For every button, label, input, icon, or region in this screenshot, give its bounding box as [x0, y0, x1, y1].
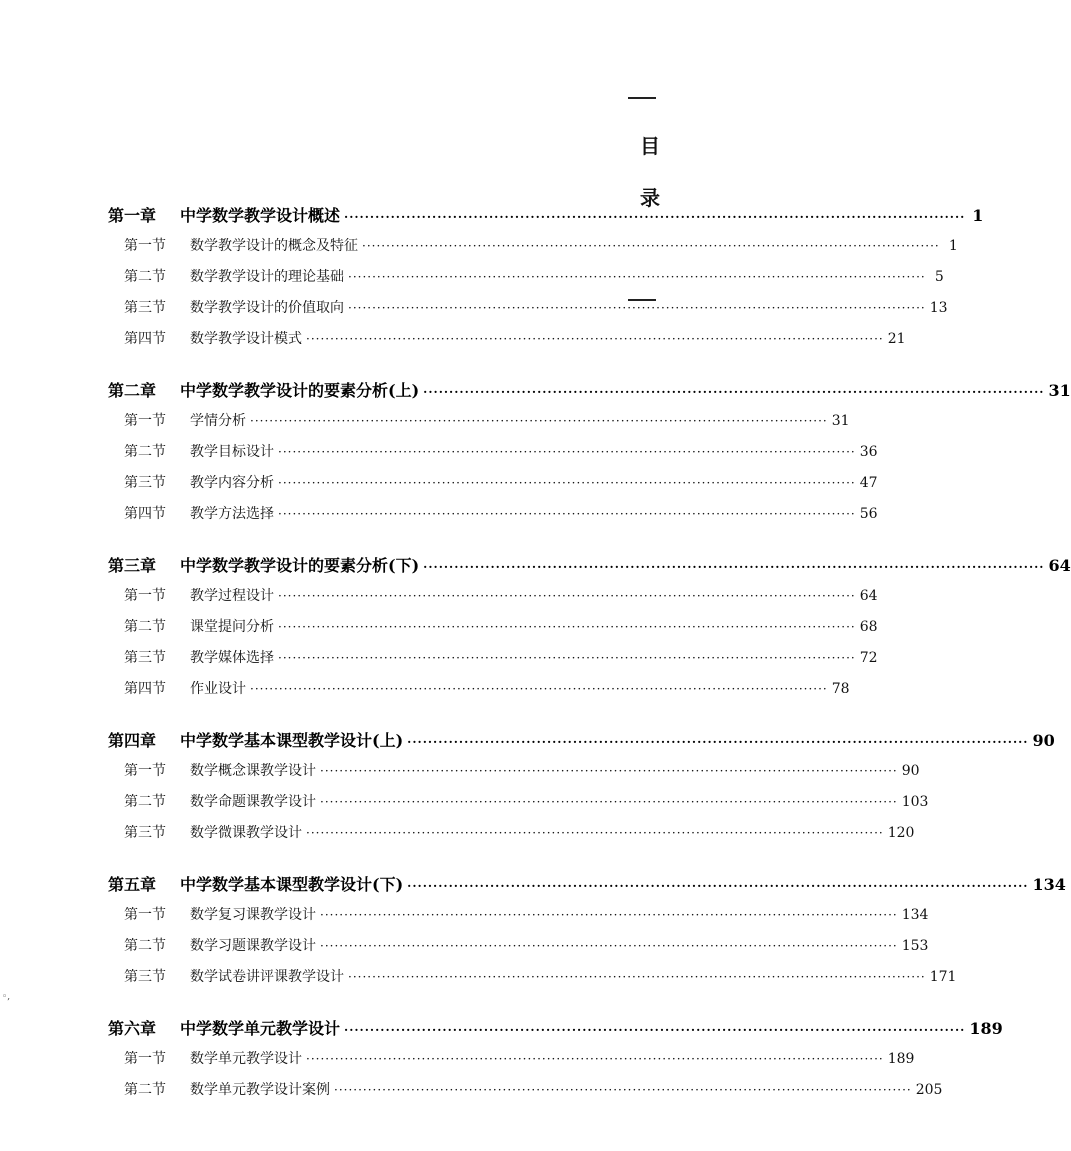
- section-number: 第三节: [124, 969, 166, 985]
- dot-leader: ························································································································: [320, 908, 898, 922]
- section-entry[interactable]: [108, 293, 948, 324]
- chapter-number: 第四章: [108, 731, 157, 750]
- dot-leader: ························································································································: [278, 445, 856, 459]
- section-number: 第一节: [124, 763, 166, 779]
- section-title: 数学概念课教学设计: [190, 763, 316, 779]
- section-entry[interactable]: [108, 499, 878, 530]
- section-entry[interactable]: [108, 262, 944, 293]
- chapter-block: [108, 869, 1066, 993]
- section-title: 数学单元教学设计: [190, 1051, 302, 1067]
- section-number: 第二节: [124, 619, 166, 635]
- chapter-title: 中学数学单元教学设计: [180, 1019, 341, 1038]
- chapter-page-number: 64: [1048, 556, 1071, 575]
- section-number: 第二节: [124, 269, 166, 285]
- dot-leader: ························································································································: [334, 1083, 912, 1097]
- section-entry[interactable]: [108, 674, 850, 705]
- section-number: 第三节: [124, 825, 166, 841]
- dot-leader: ························································································································: [306, 332, 884, 346]
- section-number: 第一节: [124, 588, 166, 604]
- section-number: 第二节: [124, 794, 166, 810]
- section-number: 第二节: [124, 938, 166, 954]
- section-entry[interactable]: [108, 1075, 943, 1106]
- section-title: 数学教学设计的价值取向: [190, 300, 344, 316]
- section-page-number: 5: [934, 269, 944, 285]
- section-page-number: 153: [901, 938, 929, 954]
- chapter-title: 中学数学教学设计的要素分析(上): [180, 381, 420, 400]
- chapter-entry[interactable]: [108, 550, 1071, 581]
- section-number: 第三节: [124, 475, 166, 491]
- section-number: 第一节: [124, 1051, 166, 1067]
- section-page-number: 13: [929, 300, 948, 316]
- section-title: 学情分析: [190, 413, 246, 429]
- section-entry[interactable]: [108, 962, 957, 993]
- dot-leader: ························································································································: [250, 414, 828, 428]
- dot-leader: ························································································································: [278, 476, 856, 490]
- section-page-number: 120: [887, 825, 915, 841]
- dot-leader: ························································································································: [348, 301, 926, 315]
- section-entry[interactable]: [108, 437, 878, 468]
- dot-leader: ························································································································: [362, 239, 940, 253]
- dot-leader: ························································································································: [348, 970, 926, 984]
- section-number: 第二节: [124, 1082, 166, 1098]
- dot-leader: ························································································································: [344, 210, 966, 224]
- section-page-number: 68: [859, 619, 878, 635]
- side-title-char-1: 目: [640, 134, 660, 158]
- chapter-entry[interactable]: [108, 869, 1066, 900]
- dot-leader: ························································································································: [407, 735, 1029, 749]
- chapter-title: 中学数学教学设计概述: [180, 206, 341, 225]
- section-page-number: 64: [859, 588, 878, 604]
- chapter-page-number: 1: [972, 206, 984, 225]
- section-page-number: 189: [887, 1051, 915, 1067]
- chapter-number: 第三章: [108, 556, 157, 575]
- section-title: 教学方法选择: [190, 506, 274, 522]
- section-page-number: 90: [901, 763, 920, 779]
- section-entry[interactable]: [108, 818, 915, 849]
- section-entry[interactable]: [108, 900, 929, 931]
- section-number: 第一节: [124, 413, 166, 429]
- side-title-char-2: 录: [640, 186, 660, 210]
- section-page-number: 171: [929, 969, 957, 985]
- dot-leader: ························································································································: [320, 939, 898, 953]
- chapter-title: 中学数学教学设计的要素分析(下): [180, 556, 420, 575]
- section-title: 教学媒体选择: [190, 650, 274, 666]
- dot-leader: ························································································································: [407, 879, 1029, 893]
- dot-leader: ························································································································: [423, 385, 1045, 399]
- section-number: 第四节: [124, 681, 166, 697]
- section-entry[interactable]: [108, 612, 878, 643]
- section-title: 数学复习课教学设计: [190, 907, 316, 923]
- chapter-entry[interactable]: [108, 1013, 1003, 1044]
- chapter-block: [108, 550, 1071, 705]
- chapter-entry[interactable]: [108, 725, 1055, 756]
- section-number: 第三节: [124, 300, 166, 316]
- section-entry[interactable]: [108, 324, 906, 355]
- chapter-title: 中学数学基本课型教学设计(下): [180, 875, 404, 894]
- section-title: 作业设计: [190, 681, 246, 697]
- table-of-contents: [108, 200, 1071, 1126]
- section-title: 数学试卷讲评课教学设计: [190, 969, 344, 985]
- section-page-number: 1: [948, 238, 958, 254]
- section-title: 数学教学设计的理论基础: [190, 269, 344, 285]
- section-entry[interactable]: [108, 468, 878, 499]
- section-page-number: 56: [859, 506, 878, 522]
- dot-leader: ························································································································: [278, 651, 856, 665]
- chapter-page-number: 90: [1032, 731, 1055, 750]
- section-page-number: 103: [901, 794, 929, 810]
- section-title: 课堂提问分析: [190, 619, 274, 635]
- dot-leader: ························································································································: [278, 620, 856, 634]
- section-entry[interactable]: [108, 931, 929, 962]
- section-title: 数学教学设计的概念及特征: [190, 238, 358, 254]
- section-entry[interactable]: [108, 581, 878, 612]
- section-number: 第一节: [124, 238, 166, 254]
- section-title: 数学教学设计模式: [190, 331, 302, 347]
- chapter-number: 第六章: [108, 1019, 157, 1038]
- dot-leader: ························································································································: [344, 1023, 966, 1037]
- dot-leader: ························································································································: [250, 682, 828, 696]
- dot-leader: ························································································································: [423, 560, 1045, 574]
- section-page-number: 21: [887, 331, 906, 347]
- chapter-block: [108, 725, 1055, 849]
- section-number: 第四节: [124, 331, 166, 347]
- chapter-block: [108, 200, 984, 355]
- scan-mark: ◦,: [2, 992, 11, 1002]
- section-page-number: 36: [859, 444, 878, 460]
- dot-leader: ························································································································: [320, 795, 898, 809]
- chapter-page-number: 134: [1032, 875, 1066, 894]
- section-entry[interactable]: [108, 1044, 915, 1075]
- section-title: 教学内容分析: [190, 475, 274, 491]
- section-title: 数学单元教学设计案例: [190, 1082, 330, 1098]
- chapter-page-number: 31: [1048, 381, 1071, 400]
- section-page-number: 47: [859, 475, 878, 491]
- dot-leader: ························································································································: [306, 1052, 884, 1066]
- section-number: 第三节: [124, 650, 166, 666]
- section-number: 第二节: [124, 444, 166, 460]
- chapter-block: [108, 1013, 1003, 1106]
- dot-leader: ························································································································: [278, 589, 856, 603]
- section-entry[interactable]: [108, 643, 878, 674]
- section-page-number: 134: [901, 907, 929, 923]
- section-entry[interactable]: [108, 231, 958, 262]
- chapter-number: 第一章: [108, 206, 157, 225]
- chapter-number: 第五章: [108, 875, 157, 894]
- section-page-number: 205: [915, 1082, 943, 1098]
- section-title: 数学习题课教学设计: [190, 938, 316, 954]
- section-number: 第一节: [124, 907, 166, 923]
- section-entry[interactable]: [108, 406, 850, 437]
- section-number: 第四节: [124, 506, 166, 522]
- section-title: 数学微课教学设计: [190, 825, 302, 841]
- chapter-entry[interactable]: [108, 200, 984, 231]
- section-page-number: 72: [859, 650, 878, 666]
- chapter-block: [108, 375, 1071, 530]
- chapter-title: 中学数学基本课型教学设计(上): [180, 731, 404, 750]
- chapter-page-number: 189: [969, 1019, 1003, 1038]
- section-title: 教学目标设计: [190, 444, 274, 460]
- dot-leader: ························································································································: [320, 764, 898, 778]
- dot-leader: ························································································································: [278, 507, 856, 521]
- chapter-entry[interactable]: [108, 375, 1071, 406]
- dot-leader: ························································································································: [348, 270, 926, 284]
- section-page-number: 78: [831, 681, 850, 697]
- section-title: 数学命题课教学设计: [190, 794, 316, 810]
- dot-leader: ························································································································: [306, 826, 884, 840]
- section-entry[interactable]: [108, 756, 920, 787]
- side-rule-top: [628, 97, 656, 99]
- section-title: 教学过程设计: [190, 588, 274, 604]
- section-page-number: 31: [831, 413, 850, 429]
- chapter-number: 第二章: [108, 381, 157, 400]
- section-entry[interactable]: [108, 787, 929, 818]
